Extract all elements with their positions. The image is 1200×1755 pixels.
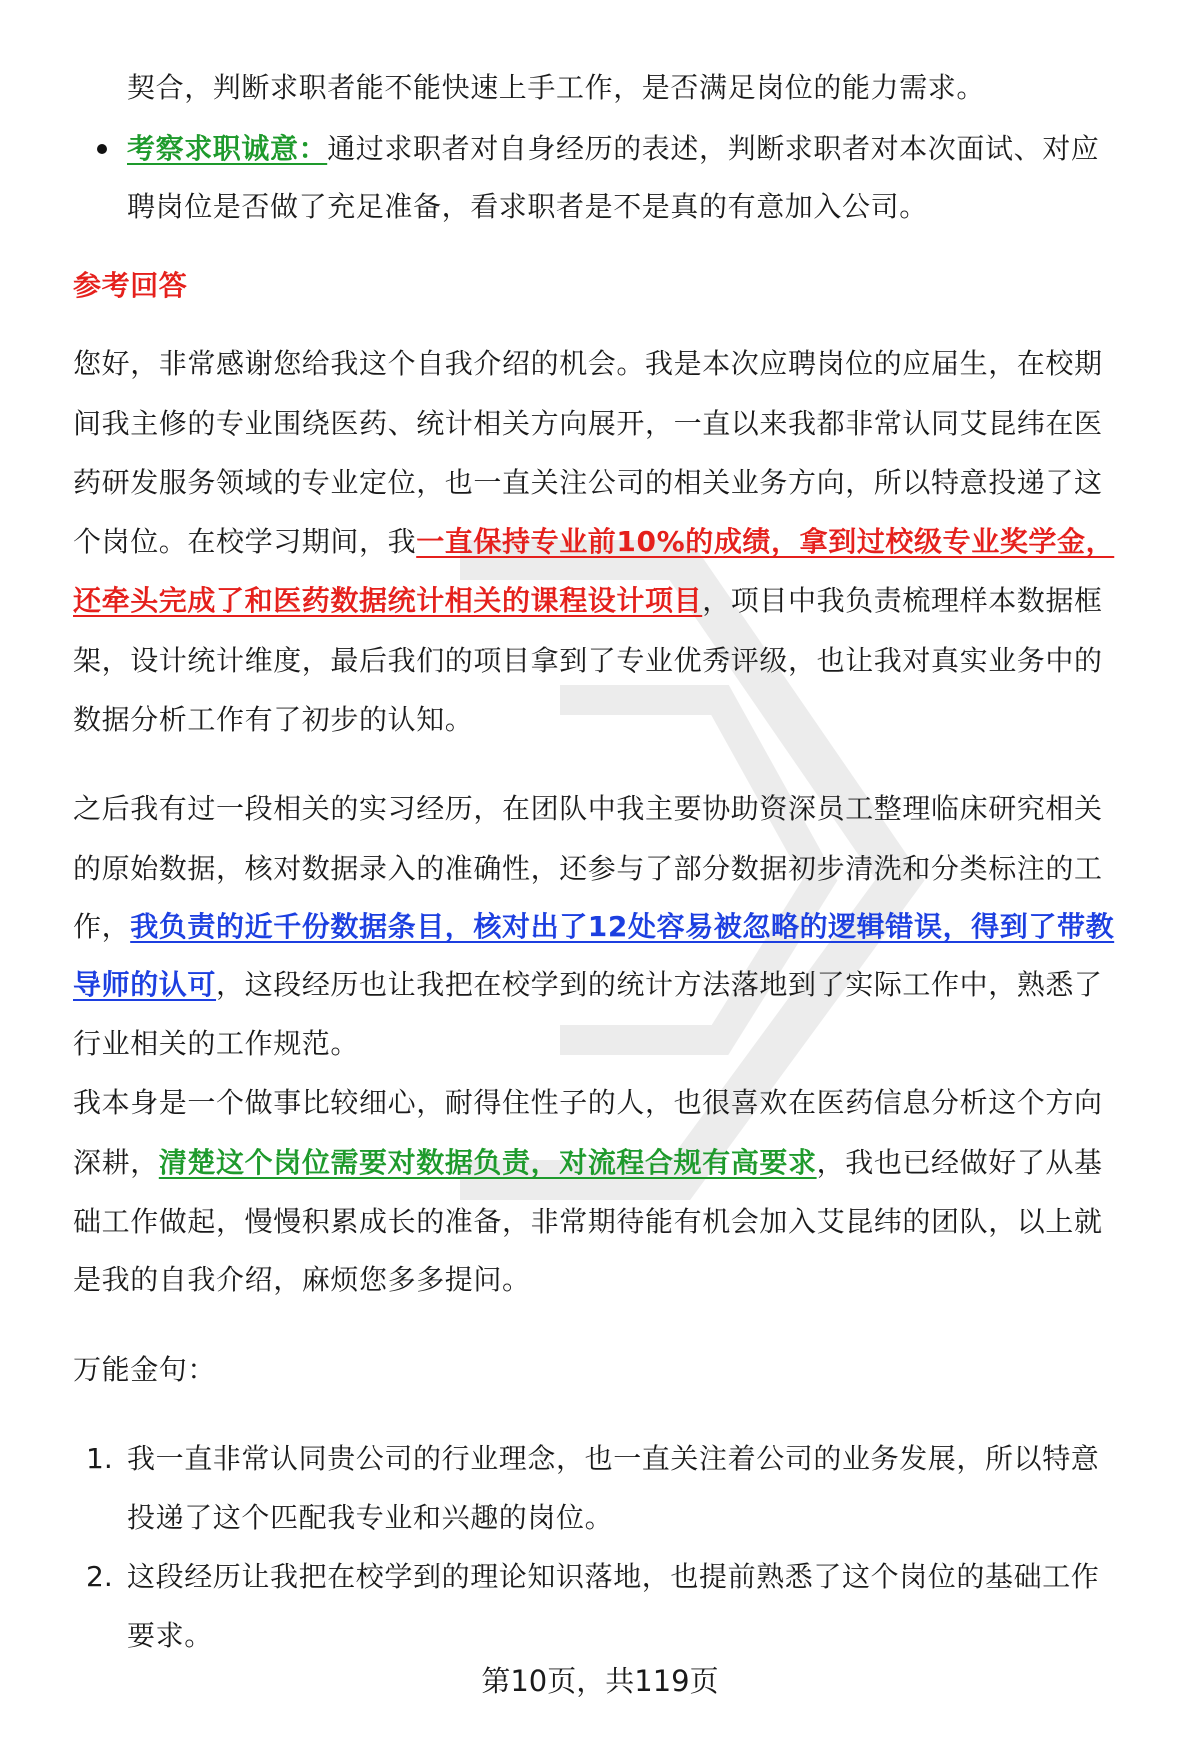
text-segment: 个岗位。在校学习期间，我: [73, 525, 417, 558]
text-segment: 的原始数据，核对数据录入的准确性，还参与了部分数据初步清洗和分类标注的工: [73, 852, 1103, 885]
text-line: [127, 1618, 213, 1654]
text-segment: 投递了这个匹配我专业和兴趣的岗位。: [127, 1501, 614, 1534]
text-segment: 契合，判断求职者能不能快速上手工作，是否满足岗位的能力需求。: [127, 71, 986, 104]
text-line: [73, 1262, 531, 1298]
text-line: [73, 643, 1103, 679]
text-line: [73, 346, 1103, 382]
text-segment: 架，设计统计维度，最后我们的项目拿到了专业优秀评级，也让我对真实业务中的: [73, 644, 1103, 677]
text-line: [73, 791, 1103, 827]
text-line: [127, 1559, 1099, 1595]
bullet-icon: [97, 144, 107, 154]
text-line: [127, 189, 928, 225]
text-segment: 础工作做起，慢慢积累成长的准备，非常期待能有机会加入艾昆纬的团队，以上就: [73, 1205, 1103, 1238]
text-line: [73, 1026, 359, 1062]
section-heading: [73, 268, 187, 304]
text-line: [73, 465, 1103, 501]
highlight-text: 考察求职诚意：: [127, 132, 328, 165]
text-segment: 要求。: [127, 1619, 213, 1652]
text-line: [73, 583, 1103, 619]
text-line: [73, 851, 1103, 887]
text-segment: ，项目中我负责梳理样本数据框: [702, 584, 1103, 617]
list-number: 2.: [86, 1560, 113, 1593]
text-segment: 深耕，: [73, 1146, 159, 1179]
text-segment: 行业相关的工作规范。: [73, 1027, 360, 1060]
text-line: [73, 909, 1114, 945]
text-line: [73, 967, 1103, 1003]
highlight-text: 还牵头完成了和医药数据统计相关的课程设计项目: [73, 584, 703, 617]
text-segment: 我本身是一个做事比较细心，耐得住性子的人，也很喜欢在医药信息分析这个方向: [73, 1086, 1103, 1119]
text-segment: 您好，非常感谢您给我这个自我介绍的机会。我是本次应聘岗位的应届生，在校期: [73, 347, 1103, 380]
list-number: 1.: [86, 1442, 113, 1475]
text-segment: 通过求职者对自身经历的表述，判断求职者对本次面试、对应: [327, 132, 1100, 165]
text-segment: 间我主修的专业围绕医药、统计相关方向展开，一直以来我都非常认同艾昆纬在医: [73, 407, 1103, 440]
text-line: [73, 524, 1114, 560]
highlight-text: 导师的认可: [73, 968, 217, 1001]
highlight-text: 清楚这个岗位需要对数据负责，对流程合规有高要求: [158, 1146, 817, 1179]
text-line: [127, 1500, 613, 1536]
text-line: [127, 1441, 1099, 1477]
text-line: [127, 70, 985, 106]
highlight-text: 一直保持专业前10%的成绩，拿到过校级专业奖学金，: [416, 525, 1115, 558]
text-segment: 万能金句：: [73, 1353, 217, 1386]
heading-text: 参考回答: [73, 269, 188, 302]
text-segment: 这段经历让我把在校学到的理论知识落地，也提前熟悉了这个岗位的基础工作: [127, 1560, 1100, 1593]
text-line: [73, 1204, 1103, 1240]
text-line: [73, 406, 1103, 442]
text-segment: 聘岗位是否做了充足准备，看求职者是不是真的有意加入公司。: [127, 190, 928, 223]
page-footer: 第10页，共119页: [481, 1664, 719, 1698]
text-segment: ，我也已经做好了从基: [816, 1146, 1103, 1179]
text-segment: 作，: [73, 910, 131, 943]
text-segment: 药研发服务领域的专业定位，也一直关注公司的相关业务方向，所以特意投递了这: [73, 466, 1103, 499]
text-line: [73, 702, 473, 738]
highlight-text: 我负责的近千份数据条目，核对出了12处容易被忽略的逻辑错误，得到了带教: [130, 910, 1115, 943]
text-line: [73, 1085, 1103, 1121]
text-line: [73, 1145, 1103, 1181]
text-segment: 数据分析工作有了初步的认知。: [73, 703, 474, 736]
text-segment: ，这段经历也让我把在校学到的统计方法落地到了实际工作中，熟悉了: [216, 968, 1103, 1001]
text-segment: 是我的自我介绍，麻烦您多多提问。: [73, 1263, 531, 1296]
text-line: [127, 131, 1099, 167]
text-line: [73, 1352, 216, 1388]
text-segment: 之后我有过一段相关的实习经历，在团队中我主要协助资深员工整理临床研究相关: [73, 792, 1103, 825]
text-segment: 我一直非常认同贵公司的行业理念，也一直关注着公司的业务发展，所以特意: [127, 1442, 1100, 1475]
